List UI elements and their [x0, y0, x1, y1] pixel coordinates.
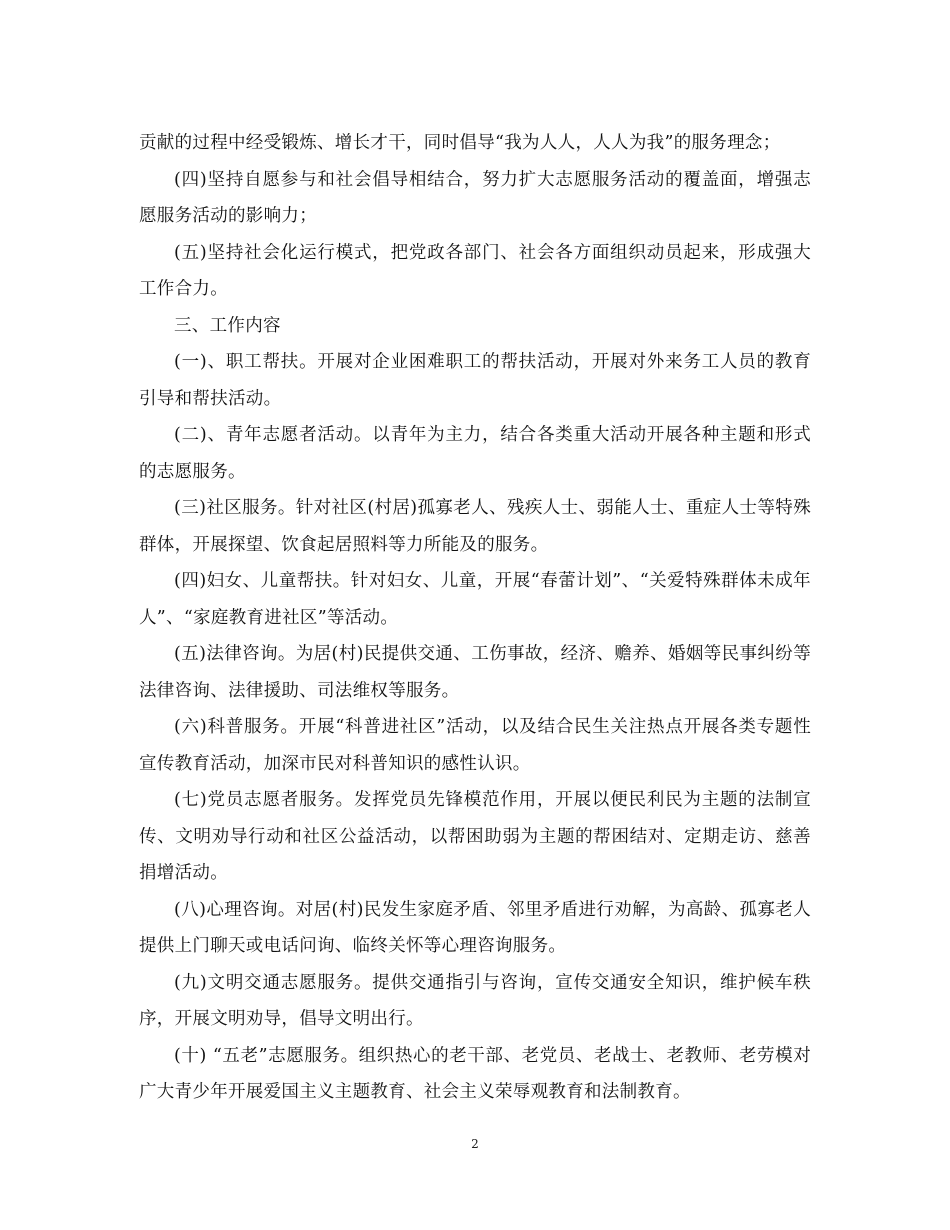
document-body [139, 125, 811, 1111]
page-number: 2 [471, 1137, 479, 1151]
paragraph: (四)妇女、儿童帮扶。针对妇女、儿童，开展“春蕾计划”、“关爱特殊群体未成年人”、“家庭教育进社区”等活动。 [139, 571, 811, 628]
section-heading: 三、工作内容 [174, 315, 281, 336]
paragraph: (三)社区服务。针对社区(村居)孤寡老人、残疾人士、弱能人士、重症人士等特殊群体，开展探望、饮食起居照料等力所能及的服务。 [139, 498, 811, 555]
paragraph: 贡献的过程中经受锻炼、增长才干，同时倡导“我为人人，人人为我”的服务理念； [139, 133, 781, 153]
paragraph: (五)法律咨询。为居(村)民提供交通、工伤事故，经济、赡养、婚姻等民事纠纷等法律咨询、法律援助、司法维权等服务。 [139, 644, 811, 701]
paragraph: (九)文明交通志愿服务。提供交通指引与咨询，宣传交通安全知识，维护候车秩序，开展文明劝导，倡导文明出行。 [139, 972, 811, 1029]
paragraph: (四)坚持自愿参与和社会倡导相结合，努力扩大志愿服务活动的覆盖面，增强志愿服务活动的影响力； [139, 169, 811, 226]
paragraph: (八)心理咨询。对居(村)民发生家庭矛盾、邻里矛盾进行劝解，为高龄、孤寡老人提供上门聊天或电话问询、临终关怀等心理咨询服务。 [139, 899, 811, 956]
paragraph: (十) “五老”志愿服务。组织热心的老干部、老党员、老战士、老教师、老劳模对广大青少年开展爱国主义主题教育、社会主义荣辱观教育和法制教育。 [139, 1045, 811, 1102]
paragraph: (七)党员志愿者服务。发挥党员先锋模范作用，开展以便民利民为主题的法制宣传、文明劝导行动和社区公益活动，以帮困助弱为主题的帮困结对、定期走访、慈善捐增活动。 [139, 790, 811, 883]
paragraph: (二)、青年志愿者活动。以青年为主力，结合各类重大活动开展各种主题和形式的志愿服务。 [139, 425, 811, 482]
paragraph: (六)科普服务。开展“科普进社区”活动，以及结合民生关注热点开展各类专题性宣传教育活动，加深市民对科普知识的感性认识。 [139, 717, 811, 774]
paragraph: (五)坚持社会化运行模式，把党政各部门、社会各方面组织动员起来，形成强大工作合力。 [139, 242, 811, 299]
paragraph: (一)、职工帮扶。开展对企业困难职工的帮扶活动，开展对外来务工人员的教育引导和帮扶活动。 [139, 352, 811, 409]
